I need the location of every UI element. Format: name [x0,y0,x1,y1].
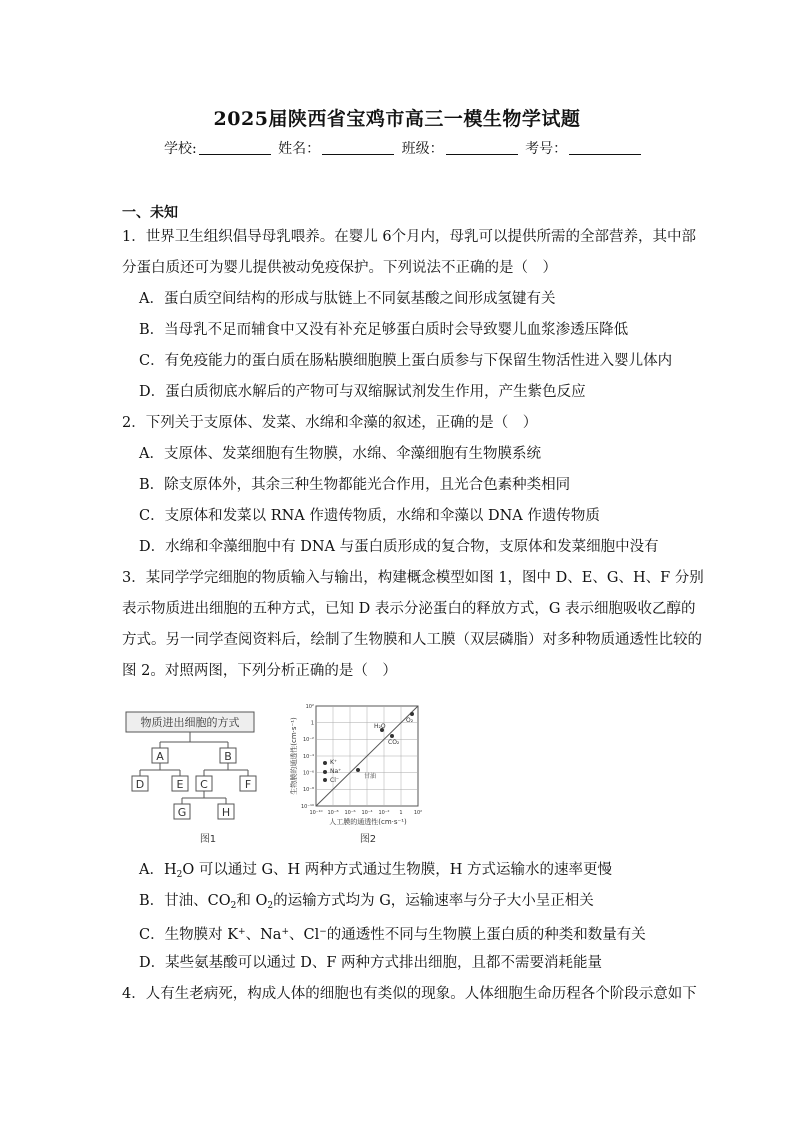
fig2-ytick: 10⁻⁶ [302,770,314,777]
fig2-label-co2: CO₂ [388,739,400,746]
fig1-node-f: F [244,778,252,791]
q3-stem-line4: 图 2。对照两图，下列分析正确的是（ ） [122,663,397,679]
fig2-xtick: 10⁻⁶ [344,810,356,816]
fig2-point-cl [323,778,327,782]
fig2-xtick: 10⁻² [378,810,390,816]
fig2-xtick: 10⁻⁸ [327,810,339,816]
fig2-x-ticks [309,810,422,816]
fig1-node-g: G [177,806,187,819]
figure2-plot [289,704,422,845]
q3-a-subscript: 2 [176,870,183,880]
fig2-ytick: 10⁻⁴ [302,754,314,760]
q3-c-text-2: 、Na [245,927,282,943]
fig2-point-na [323,770,327,774]
fig2-xtick: 1 [399,810,403,816]
class-blank[interactable] [446,140,518,155]
q3-a-text-1: A．H [139,862,177,878]
q3-b-text-1: B．甘油、CO [139,893,231,909]
q1-option-d[interactable]: D．蛋白质彻底水解后的产物可与双缩脲试剂发生作用，产生紫色反应 [139,384,586,400]
fig2-label-h2o: H₂O [374,723,386,730]
q3-option-a[interactable] [139,860,612,885]
fig1-node-h: H [221,806,231,819]
fig2-caption: 图2 [359,834,377,845]
fig2-point-k [323,761,327,765]
fig2-label-na: Na⁺ [330,768,342,775]
q3-option-c[interactable] [139,922,646,945]
q3-c-text-1: C．生物膜对 K [139,927,239,943]
q3-c-text-3: 、Cl [288,927,320,943]
student-info-line [164,138,644,158]
fig2-point-o2 [410,712,414,716]
q3-stem-line1: 3．某同学学完细胞的物质输入与输出，构建概念模型如图 1，图中 D、E、G、H、F 分别 [122,570,704,586]
q2-option-c[interactable]: C．支原体和发菜以 RNA 作遗传物质，水绵和伞藻以 DNA 作遗传物质 [139,508,600,524]
q2-option-b[interactable]: B．除支原体外，其余三种生物都能光合作用，且光合色素种类相同 [139,477,571,493]
fig2-point-co2 [390,734,394,738]
q3-c-superscript-1: + [238,927,246,937]
name-label: 姓名： [278,141,321,157]
q2-stem-line1: 2．下列关于支原体、发菜、水绵和伞藻的叙述，正确的是（ ） [122,415,538,431]
q3-c-superscript-2: + [281,927,289,937]
q3-c-text-4: 的通透性不同与生物膜上蛋白质的种类和数量有关 [326,927,646,943]
fig2-xlabel: 人工膜的通透性(cm·s⁻¹) [329,818,407,826]
fig1-node-d: D [135,778,145,791]
fig1-node-b: B [224,750,232,763]
q1-option-b[interactable]: B．当母乳不足而辅食中又没有补充足够蛋白质时会导致婴儿血浆渗透压降低 [139,322,629,338]
q3-b-subscript-2: 2 [267,901,274,911]
q1-option-c[interactable]: C．有免疫能力的蛋白质在肠粘膜细胞膜上蛋白质参与下保留生物活性进入婴儿体内 [139,353,673,369]
fig2-ylabel: 生物膜的通透性(cm·s⁻¹) [290,717,298,795]
fig1-caption: 图1 [199,834,217,845]
q4-stem-line1: 4．人有生老病死，构成人体的细胞也有类似的现象。人体细胞生命历程各个阶段示意如下 [122,986,697,1002]
exam-no-label: 考号： [525,141,568,157]
fig2-label-glycerol: 甘油 [364,773,377,780]
fig2-ytick: 10⁻¹⁰ [300,804,314,810]
fig2-point-glycerol [356,768,360,772]
class-label: 班级： [401,141,444,157]
q2-option-a[interactable]: A．支原体、发菜细胞有生物膜，水绵、伞藻细胞有生物膜系统 [139,446,541,462]
q3-stem-line2: 表示物质进出细胞的五种方式，已知 D 表示分泌蛋白的释放方式，G 表示细胞吸收乙醇的 [122,601,696,617]
fig1-root-label: 物质进出细胞的方式 [140,716,240,729]
fig2-ytick: 1 [310,720,314,727]
q1-stem-line1: 1．世界卫生组织倡导母乳喂养。在婴儿 6个月内，母乳可以提供所需的全部营养，其中部 [122,229,697,245]
q3-b-text-3: 的运输方式均为 G，运输速率与分子大小呈正相关 [273,893,594,909]
q3-a-text-2: O 可以通过 G、H 两种方式通过生物膜，H 方式运输水的速率更慢 [182,862,613,878]
fig2-label-k: K⁺ [330,759,338,766]
exam-no-blank[interactable] [569,140,641,155]
q3-option-b[interactable] [139,891,594,916]
q1-option-a[interactable]: A．蛋白质空间结构的形成与肽链上不同氨基酸之间形成氢键有关 [139,291,556,307]
fig2-ytick: 10⁻² [302,737,314,743]
page-title: 2025届陕西省宝鸡市高三一模生物学试题 [213,108,581,130]
school-blank[interactable] [199,140,271,155]
fig1-node-a: A [156,750,164,763]
q3-option-d[interactable]: D．某些氨基酸可以通过 D、F 两种方式排出细胞，且都不需要消耗能量 [139,955,603,971]
name-blank[interactable] [322,140,394,155]
fig2-ytick: 10⁻⁸ [302,787,314,793]
school-label: 学校: [164,141,197,157]
fig2-xtick: 10⁻⁴ [361,810,373,816]
fig2-ytick: 10² [305,704,314,710]
q3-b-text-2: 和 O [236,893,268,909]
fig1-node-e: E [176,778,184,791]
section-heading: 一、未知 [122,205,178,221]
q2-option-d[interactable]: D．水绵和伞藻细胞中有 DNA 与蛋白质形成的复合物，支原体和发菜细胞中没有 [139,539,659,555]
q3-stem-line3: 方式。另一同学查阅资料后，绘制了生物膜和人工膜（双层磷脂）对多种物质通透性比较的 [122,632,702,648]
fig2-label-o2: O₂ [406,717,414,724]
q3-b-subscript-1: 2 [230,901,237,911]
q3-figures [120,700,440,852]
fig1-node-c: C [200,778,208,791]
q1-stem-line2: 分蛋白质还可为婴儿提供被动免疫保护。下列说法不正确的是（ ） [122,260,557,276]
fig2-y-ticks [301,704,314,810]
fig2-label-cl: Cl⁻ [330,777,340,784]
fig2-xtick: 10⁻¹⁰ [309,810,323,816]
q3-c-superscript-3: − [319,927,327,937]
fig2-xtick: 10² [413,810,423,816]
